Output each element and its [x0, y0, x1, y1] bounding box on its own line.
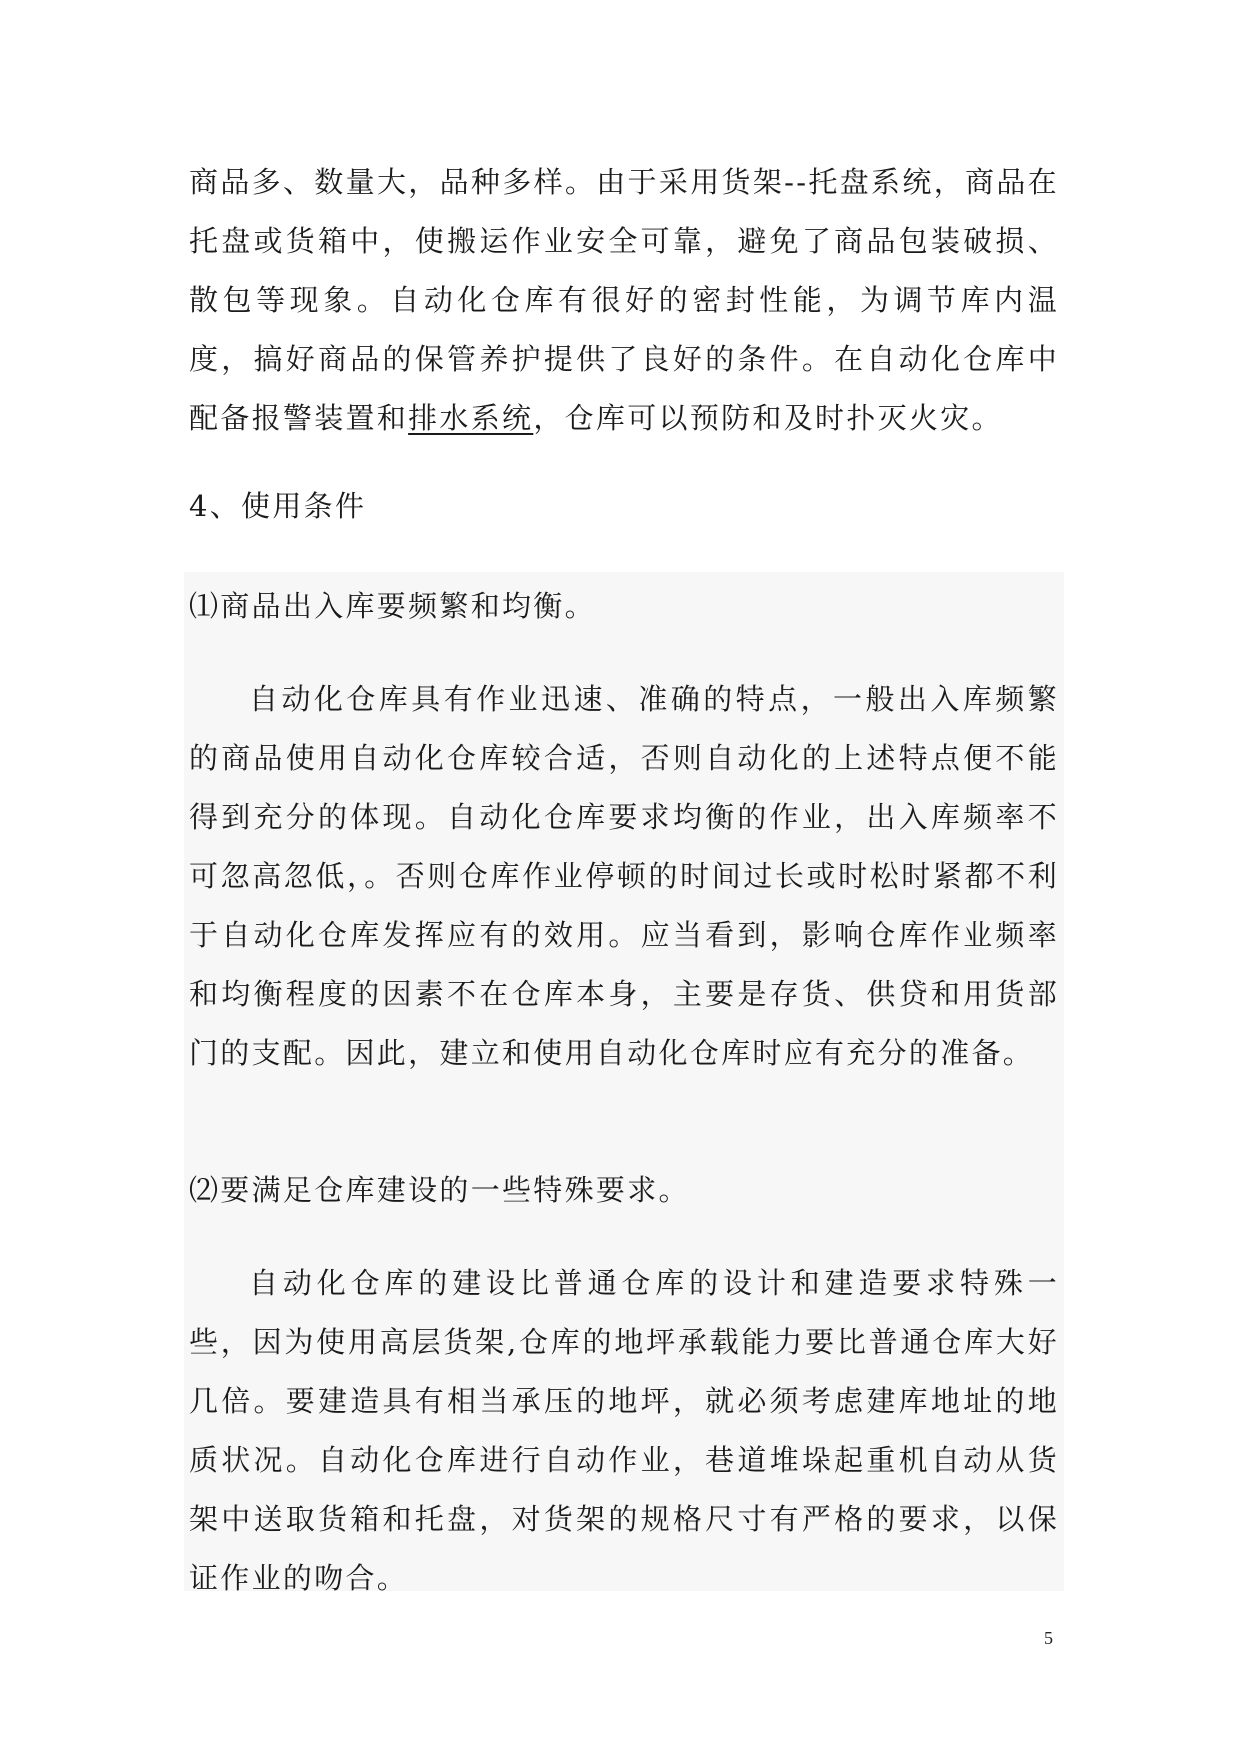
page-number: 5: [1044, 1628, 1053, 1648]
condition-2-heading: ⑵要满足仓库建设的一些特殊要求。: [189, 1173, 690, 1207]
condition-1-body: 自动化仓库具有作业迅速、准确的特点，一般出入库频繁的商品使用自动化仓库较合适，否则自动化的上述特点便不能得到充分的体现。自动化仓库要求均衡的作业，出入库频率不可忽高忽低，。否则仓库作业停顿的时间过长或时松时紧都不利于自动化仓库发挥应有的效用。应当看到，影响仓库作业频率和均衡程度的因素不在仓库本身，主要是存货、供贷和用货部门的支配。因此，建立和使用自动化仓库时应有充分的准备。: [189, 682, 1059, 1070]
intro-paragraph: [189, 153, 1059, 448]
section-heading: 4、使用条件: [189, 489, 367, 523]
drainage-system-link[interactable]: 排水系统: [408, 401, 534, 435]
intro-text-end: ，仓库可以预防和及时扑灭火灾。: [533, 401, 1003, 435]
condition-2-body: 自动化仓库的建设比普通仓库的设计和建造要求特殊一些，因为使用高层货架,仓库的地坪承载能力要比普通仓库大好几倍。要建造具有相当承压的地坪，就必须考虑建库地址的地质状况。自动化仓库进行自动作业，巷道堆垛起重机自动从货架中送取货箱和托盘，对货架的规格尺寸有严格的要求，以保证作业的吻合。: [189, 1266, 1059, 1595]
intro-text: 商品多、数量大，品种多样。由于采用货架--托盘系统，商品在托盘或货箱中，使搬运作业安全可靠，避免了商品包装破损、散包等现象。自动化仓库有很好的密封性能，为调节库内温度，搞好商品的保管养护提供了良好的条件。在自动化仓库中配备报警装置和: [189, 165, 1059, 435]
condition-1-heading: ⑴商品出入库要频繁和均衡。: [189, 589, 596, 623]
